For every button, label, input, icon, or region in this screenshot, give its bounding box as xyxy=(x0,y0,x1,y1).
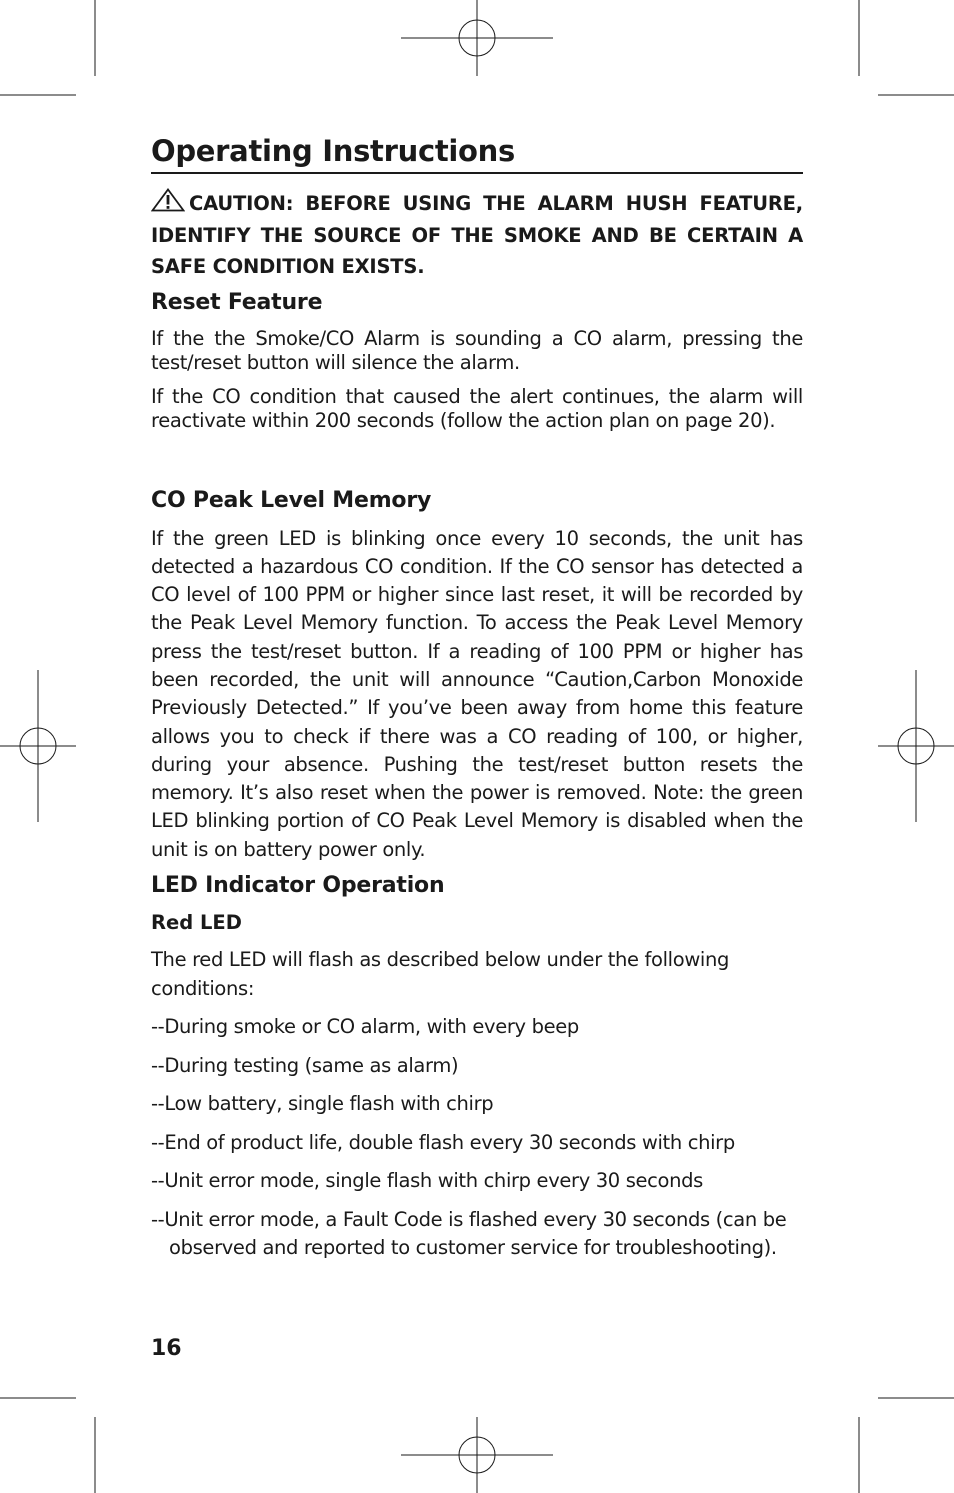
reset-feature-paragraph: If the CO condition that caused the alert continues, the alarm will reactivate within 200 seconds (follow the action plan on page 20). xyxy=(151,384,803,432)
list-item: --Unit error mode, a Fault Code is flashed every 30 seconds (can be observed and reported to customer service for troubleshooting). xyxy=(151,1207,787,1260)
led-operation-heading: LED Indicator Operation xyxy=(151,873,445,899)
page-number: 16 xyxy=(151,1336,182,1361)
list-item: --During testing (same as alarm) xyxy=(151,1053,459,1077)
led-operation-section xyxy=(151,872,803,1263)
caution-text: CAUTION: BEFORE USING THE ALARM HUSH FEATURE, IDENTIFY THE SOURCE OF THE SMOKE AND BE CERTAIN A SAFE CONDITION EXISTS. xyxy=(151,192,803,278)
peak-memory-section xyxy=(151,487,803,865)
page-content xyxy=(151,132,803,1273)
reset-feature-heading: Reset Feature xyxy=(151,289,323,315)
list-item: --End of product life, double flash every 30 seconds with chirp xyxy=(151,1130,735,1154)
page-title: Operating Instructions xyxy=(151,132,803,174)
reset-feature-section xyxy=(151,289,803,433)
peak-memory-paragraph: If the green LED is blinking once every 10 seconds, the unit has detected a hazardous CO condition. If the CO sensor has detected a CO level of 100 PPM or higher since last reset, it will be recorded by the Peak Level Memory function. To access the Peak Level Memory press the test/reset button. If a reading of 100 PPM or higher has been recorded, the unit will announce “Caution,Carbon Monoxide Previously Detected.” If you’ve been away from home this feature allows you to check if there was a CO reading of 100, or higher, during your absence. Pushing the test/reset button resets the memory. It’s also reset when the power is removed. Note: the green LED blinking portion of CO Peak Level Memory is disabled when the unit is on battery power only. xyxy=(151,526,803,861)
red-led-subheading: Red LED xyxy=(151,911,242,935)
warning-triangle-icon xyxy=(151,188,185,212)
list-item: --Unit error mode, single flash with chirp every 30 seconds xyxy=(151,1169,703,1193)
list-item: --During smoke or CO alarm, with every beep xyxy=(151,1015,579,1039)
reset-feature-paragraph: If the the Smoke/CO Alarm is sounding a CO alarm, pressing the test/reset button will silence the alarm. xyxy=(151,326,803,374)
list-item: --Low battery, single flash with chirp xyxy=(151,1092,494,1116)
red-led-conditions-list xyxy=(151,1013,803,1263)
caution-notice xyxy=(151,188,803,283)
peak-memory-heading: CO Peak Level Memory xyxy=(151,487,432,513)
red-led-intro: The red LED will flash as described below under the following conditions: xyxy=(151,948,730,1000)
